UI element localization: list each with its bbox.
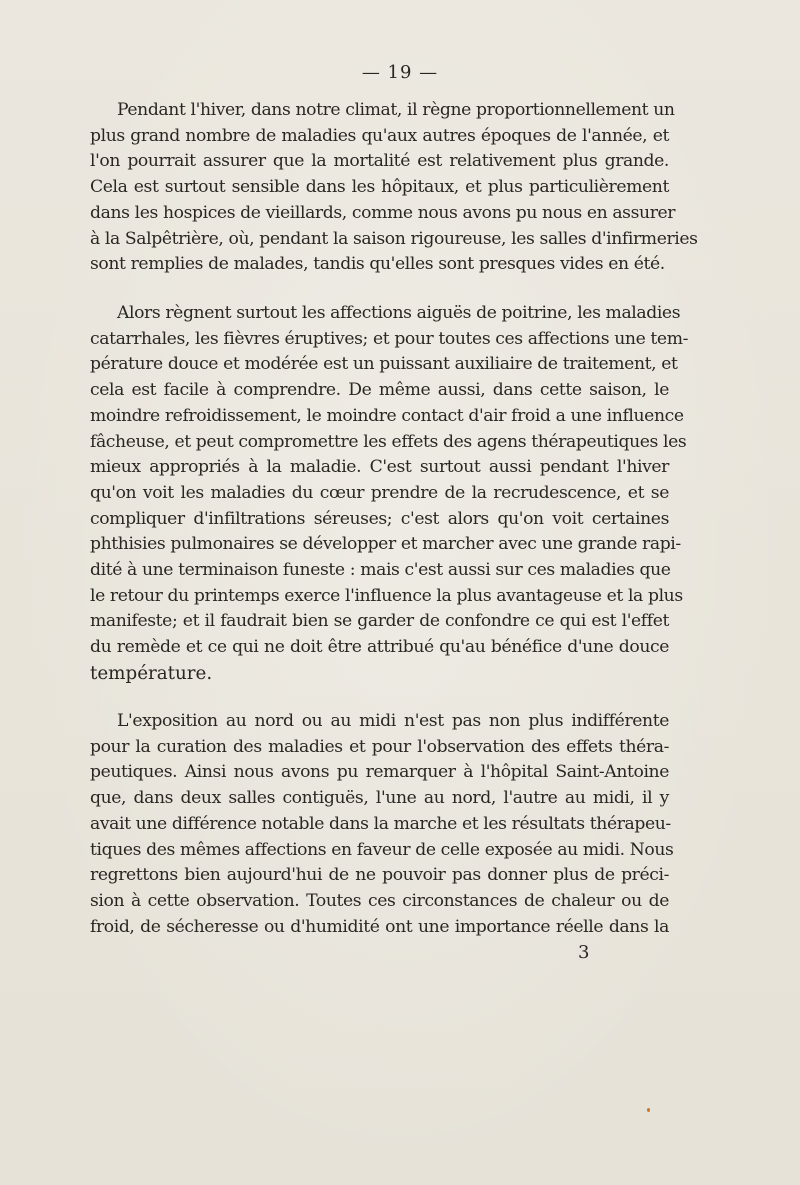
text-line: pérature douce et modérée est un puissant auxiliaire de traitement, et <box>90 354 678 375</box>
text-line: Alors règnent surtout les affections aiguës de poitrine, les maladies <box>117 303 681 323</box>
text-line: Pendant l'hiver, dans notre climat, il règne proportionnellement un <box>117 100 675 120</box>
text-line: pour la curation des maladies et pour l'observation des effets théra- <box>90 736 669 757</box>
paragraph-north-south-exposure <box>90 709 674 940</box>
text-line: plus grand nombre de maladies qu'aux autres époques de l'année, et <box>90 125 669 146</box>
text-line: l'on pourrait assurer que la mortalité est relativement plus grande. <box>90 151 669 172</box>
text-line: sion à cette observation. Toutes ces circonstances de chaleur ou de <box>90 890 669 911</box>
text-line: mieux appropriés à la maladie. C'est surtout aussi pendant l'hiver <box>90 457 669 478</box>
text-line: cela est facile à comprendre. De même aussi, dans cette saison, le <box>90 380 669 401</box>
paragraph-winter-mortality <box>90 98 698 278</box>
text-line: froid, de sécheresse ou d'humidité ont une importance réelle dans la <box>90 916 669 937</box>
paragraph <box>90 98 698 278</box>
text-line: phthisies pulmonaires se développer et marcher avec une grande rapi- <box>90 534 681 555</box>
text-line: à la Salpêtrière, où, pendant la saison rigoureuse, les salles d'infirmeries <box>90 228 698 249</box>
paragraph <box>90 301 689 687</box>
text-line: catarrhales, les fièvres éruptives; et pour toutes ces affections une tem- <box>90 328 689 349</box>
text-line: du remède et ce qui ne doit être attribué qu'au bénéfice d'une douce <box>90 637 669 658</box>
text-line: L'exposition au nord ou au midi n'est pas non plus indifférente <box>117 711 669 731</box>
text-line: le retour du printemps exerce l'influence la plus avantageuse et la plus <box>90 585 683 606</box>
signature-mark: 3 <box>578 942 590 963</box>
text-line: tiques des mêmes affections en faveur de celle exposée au midi. Nous <box>90 839 674 860</box>
paragraph <box>90 709 674 940</box>
text-line: qu'on voit les maladies du cœur prendre de la recrudescence, et se <box>90 482 669 503</box>
paragraph-acute-affections <box>90 301 689 687</box>
text-line: compliquer d'infiltrations séreuses; c'est alors qu'on voit certaines <box>90 508 669 529</box>
text-line: avait une différence notable dans la marche et les résultats thérapeu- <box>90 813 671 834</box>
text-line: sont remplies de malades, tandis qu'elles sont presques vides en été. <box>90 254 665 275</box>
text-line: peutiques. Ainsi nous avons pu remarquer à l'hôpital Saint-Antoine <box>90 762 669 783</box>
text-line: dans les hospices de vieillards, comme nous avons pu nous en assurer <box>90 202 676 223</box>
text-line: température. <box>90 662 213 684</box>
text-line: regrettons bien aujourd'hui de ne pouvoir pas donner plus de préci- <box>90 865 669 886</box>
text-line: que, dans deux salles contiguës, l'une au nord, l'autre au midi, il y <box>90 788 669 809</box>
text-line: manifeste; et il faudrait bien se garder de confondre ce qui est l'effet <box>90 611 669 632</box>
paper-speck <box>647 1108 650 1112</box>
text-line: dité à une terminaison funeste : mais c'est aussi sur ces maladies que <box>90 560 671 581</box>
page-number-header: — 19 — <box>361 62 439 83</box>
text-line: moindre refroidissement, le moindre contact d'air froid a une influence <box>90 405 684 426</box>
text-line: fâcheuse, et peut compromettre les effets des agens thérapeutiques les <box>90 431 687 452</box>
text-line: Cela est surtout sensible dans les hôpitaux, et plus particulièrement <box>90 177 669 198</box>
